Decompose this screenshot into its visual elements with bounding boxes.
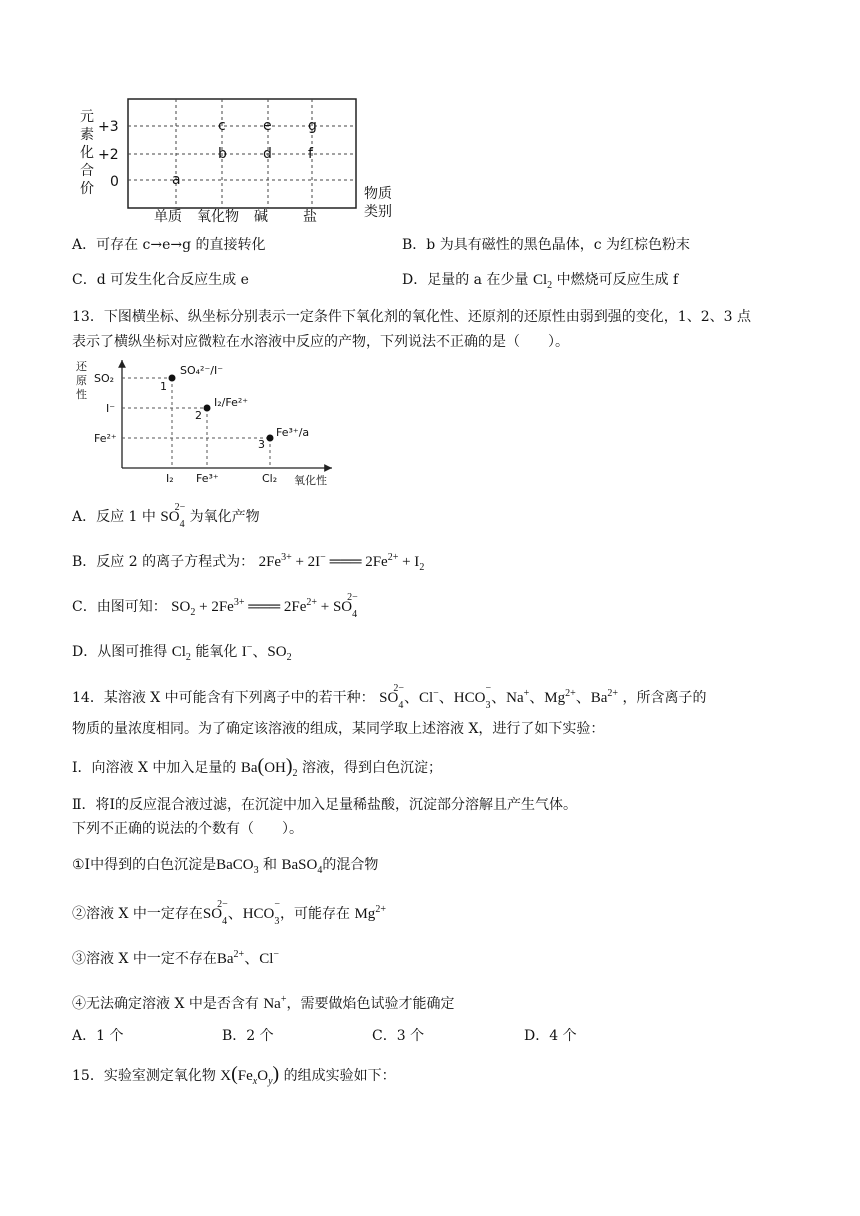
q14-s2-mid: ，可能存在 xyxy=(280,906,351,922)
q12-point-b: b xyxy=(218,146,227,162)
q13-stem-line2: 表示了横纵坐标对应微粒在水溶液中反应的产物，下列说法不正确的是（ ）。 xyxy=(72,334,569,350)
q12-xlabel-2: 类别 xyxy=(364,204,392,220)
q13-point-3-number: 3 xyxy=(258,438,265,451)
q12-ylabel-5: 价 xyxy=(80,181,94,197)
q12-option-d xyxy=(402,270,678,296)
q14-statement-3 xyxy=(72,945,279,969)
q13-option-c xyxy=(72,593,358,623)
q12-ylabel-4: 合 xyxy=(80,163,94,179)
q14-s2-mg: $Mg^{2+}$ xyxy=(354,904,386,922)
q12-ylabel-3: 化 xyxy=(80,145,94,161)
q13-option-d-cl2: $Cl_2$ xyxy=(171,644,191,663)
q14-statement-4 xyxy=(72,990,454,1014)
q13-redox-chart xyxy=(72,356,372,490)
q12-ylabel-2: 素 xyxy=(80,127,94,143)
q13-point-1-number: 1 xyxy=(160,380,167,393)
q13-option-a-pre: A．反应 1 中 xyxy=(72,509,156,525)
q12-ytick-plus2: +2 xyxy=(98,147,119,163)
q13-option-b-pre: B．反应 2 的离子方程式为： xyxy=(72,554,255,570)
q14-exp1-formula: $Ba(OH)_2$ xyxy=(240,755,298,779)
q14-exp1-pre: Ⅰ．向溶液 X 中加入足量的 xyxy=(72,760,237,776)
q12-point-a: a xyxy=(172,172,181,188)
q13-option-a-formula: $SO_4^{2-}$ xyxy=(160,502,186,530)
q15-stem-post: 的组成实验如下： xyxy=(283,1068,396,1084)
q13-point-2-label: I₂/Fe²⁺ xyxy=(214,396,249,409)
q13-ylabel-3: 性 xyxy=(76,388,87,401)
q12-point-d: d xyxy=(263,146,272,162)
q13-ytick-fe2: Fe²⁺ xyxy=(94,432,117,445)
q13-option-a xyxy=(72,503,260,533)
q15-stem-pre: 15．实验室测定氧化物 xyxy=(72,1068,216,1084)
q14-s1-mid: 和 xyxy=(263,857,278,873)
q12-option-d-pre: D．足量的 a 在少量 xyxy=(402,272,529,288)
q13-option-c-equation: $SO_2 + 2Fe^{3+}$ ═══ $2Fe^{2+} + SO_4^{2-}$ xyxy=(171,592,358,620)
q14-stem-pre: 14．某溶液 X 中可能含有下列离子中的若干种： xyxy=(72,690,375,706)
q14-stem-line2: 物质的量浓度相同。为了确定该溶液的组成，某同学取上述溶液 X，进行了如下实验： xyxy=(72,721,605,737)
q12-xcat-salt: 盐 xyxy=(303,209,317,225)
q12-ytick-plus3: +3 xyxy=(98,119,119,135)
q14-s4-post: ，需要做焰色试验才能确定 xyxy=(286,996,455,1012)
q13-xtick-cl2: Cl₂ xyxy=(262,472,278,485)
q13-option-a-post: 为氧化产物 xyxy=(189,509,260,525)
q12-xcat-elemental: 单质 xyxy=(154,209,182,225)
q12-point-g: g xyxy=(308,118,317,134)
q13-xtick-i2: I₂ xyxy=(166,472,174,485)
q14-s1-post: 的混合物 xyxy=(322,857,379,873)
q13-option-d-species: I−、$SO_2$ xyxy=(241,642,292,663)
q14-stem-post: ，所含离子的 xyxy=(622,690,707,706)
q12-option-d-formula: $Cl_2$ xyxy=(532,272,553,291)
q14-s4-na: Na+ xyxy=(263,994,287,1012)
q15-stem xyxy=(72,1064,396,1092)
q13-point-3-label: Fe³⁺/a xyxy=(276,426,310,439)
q12-option-c: C．d 可发生化合反应生成 e xyxy=(72,272,249,288)
q12-option-d-post: 中燃烧可反应生成 f xyxy=(556,272,679,288)
q15-formula: $X(Fe_xO_y)$ xyxy=(220,1063,280,1087)
q14-ion-list: $SO_4^{2-}$、Cl−、$HCO_3^-$、Na+、$Mg^{2+}$、$Ba^{2+}$ xyxy=(379,683,619,711)
q12-ytick-0: 0 xyxy=(110,174,119,190)
q13-ytick-iodide: I⁻ xyxy=(106,402,116,415)
q12-point-e: e xyxy=(263,118,272,134)
q12-ylabel-1: 元 xyxy=(80,109,94,125)
q14-s1-baso4: BaSO$_4$ xyxy=(281,857,323,876)
q12-xcat-base: 碱 xyxy=(254,209,268,225)
q12-xcat-oxide: 氧化物 xyxy=(197,209,239,225)
q13-xtick-fe3: Fe³⁺ xyxy=(196,472,219,485)
q14-stem-line1 xyxy=(72,684,707,714)
q13-stem-line1: 13．下图横坐标、纵坐标分别表示一定条件下氧化剂的氧化性、还原剂的还原性由弱到强的变化，1、2、3 点 xyxy=(72,309,751,325)
q14-s2-ions: $SO_4^{2-}$、$HCO_3^-$ xyxy=(202,899,281,927)
q14-exp1-post: 溶液，得到白色沉淀； xyxy=(302,760,442,776)
q14-statement-1 xyxy=(72,855,378,881)
q13-option-c-pre: C．由图可知： xyxy=(72,599,167,615)
q14-statement-2 xyxy=(72,900,386,930)
q14-s1-baco3: BaCO$_3$ xyxy=(216,857,259,876)
q14-experiment-1 xyxy=(72,756,442,784)
q14-s4-pre: ④无法确定溶液 X 中是否含有 xyxy=(72,996,259,1012)
q13-ylabel-1: 还 xyxy=(76,360,87,373)
q14-choice-c: C．3 个 xyxy=(372,1028,425,1044)
q12-option-a: A．可存在 c→e→g 的直接转化 xyxy=(72,237,266,253)
q12-valence-chart xyxy=(72,94,412,229)
q13-point-1-label: SO₄²⁻/I⁻ xyxy=(180,364,224,377)
q13-ylabel-2: 原 xyxy=(76,374,87,387)
q13-option-d xyxy=(72,638,292,668)
q13-option-b xyxy=(72,548,424,578)
q14-s3-ions: $Ba^{2+}$、Cl− xyxy=(216,949,280,967)
q14-question: 下列不正确的说法的个数有（ ）。 xyxy=(72,821,303,837)
q12-point-f: f xyxy=(308,146,313,162)
q14-s1-pre: ①Ⅰ中得到的白色沉淀是 xyxy=(72,857,217,873)
q13-xlabel: 氧化性 xyxy=(294,474,327,487)
q14-choice-a: A．1 个 xyxy=(72,1028,124,1044)
q14-choice-b: B．2 个 xyxy=(222,1028,274,1044)
q13-option-b-equation: $2Fe^{3+} + 2I^-$ ═══ $2Fe^{2+} + I_2$ xyxy=(258,552,425,573)
q12-xlabel-1: 物质 xyxy=(364,186,392,202)
q14-s3-pre: ③溶液 X 中一定不存在 xyxy=(72,951,217,967)
q13-ytick-so2: SO₂ xyxy=(94,372,115,385)
q14-choice-d: D．4 个 xyxy=(524,1028,577,1044)
q14-experiment-2: Ⅱ．将Ⅰ的反应混合液过滤，在沉淀中加入足量稀盐酸，沉淀部分溶解且产生气体。 xyxy=(72,797,578,813)
q12-point-c: c xyxy=(218,118,226,134)
q13-option-d-pre: D．从图可推得 xyxy=(72,644,168,660)
q14-s2-pre: ②溶液 X 中一定存在 xyxy=(72,906,203,922)
q12-option-b: B．b 为具有磁性的黑色晶体，c 为红棕色粉末 xyxy=(402,237,690,253)
q13-point-2-number: 2 xyxy=(195,409,202,422)
q13-option-d-mid: 能氧化 xyxy=(195,644,238,660)
